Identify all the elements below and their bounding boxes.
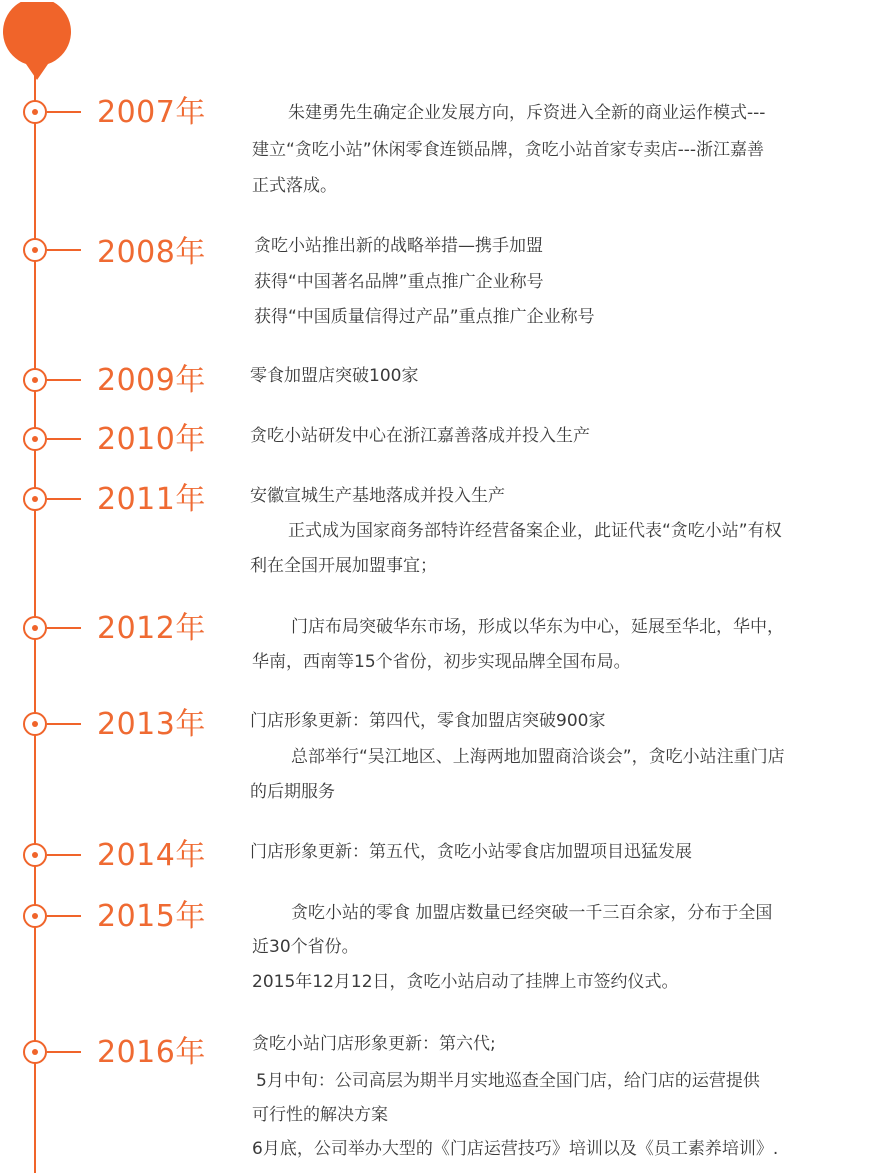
timeline-description-line: 华南，西南等15个省份，初步实现品牌全国布局。 xyxy=(252,652,631,672)
timeline-year: 2008年 xyxy=(97,235,206,270)
timeline-node-icon xyxy=(23,712,47,736)
timeline-description-line: 贪吃小站的零食 加盟店数量已经突破一千三百余家，分布于全国 xyxy=(291,903,773,923)
timeline-description-line: 建立“贪吃小站”休闲零食连锁品牌，贪吃小站首家专卖店---浙江嘉善 xyxy=(252,140,765,160)
timeline-connector xyxy=(47,438,81,440)
timeline-description-line: 门店布局突破华东市场，形成以华东为中心，延展至华北，华中， xyxy=(291,617,784,637)
timeline-node-icon xyxy=(23,427,47,451)
timeline-connector xyxy=(47,111,81,113)
timeline-node-icon xyxy=(23,368,47,392)
timeline-connector xyxy=(47,1051,81,1053)
timeline-description-line: 可行性的解决方案 xyxy=(252,1105,388,1125)
timeline-description-line: 贪吃小站门店形象更新：第六代; xyxy=(252,1034,496,1054)
timeline-description-line: 总部举行“吴江地区、上海两地加盟商洽谈会”，贪吃小站注重门店 xyxy=(291,747,785,767)
timeline-node-icon xyxy=(23,487,47,511)
timeline-description-line: 贪吃小站推出新的战略举措—携手加盟 xyxy=(254,236,543,256)
timeline-connector xyxy=(47,915,81,917)
timeline-description-line: 近30个省份。 xyxy=(252,937,359,957)
timeline-year: 2012年 xyxy=(97,611,206,646)
timeline-description-line: 6月底，公司举办大型的《门店运营技巧》培训以及《员工素养培训》. xyxy=(252,1139,779,1159)
timeline-node-icon xyxy=(23,904,47,928)
timeline-description-line: 正式成为国家商务部特许经营备案企业，此证代表“贪吃小站”有权 xyxy=(288,521,782,541)
timeline-connector xyxy=(47,498,81,500)
timeline-description-line: 获得“中国著名品牌”重点推广企业称号 xyxy=(254,272,544,292)
timeline-node-icon xyxy=(23,100,47,124)
timeline-year: 2014年 xyxy=(97,838,206,873)
timeline-connector xyxy=(47,249,81,251)
timeline-connector xyxy=(47,723,81,725)
timeline-connector xyxy=(47,854,81,856)
timeline-node-icon xyxy=(23,843,47,867)
timeline-description-line: 获得“中国质量信得过产品”重点推广企业称号 xyxy=(254,307,595,327)
timeline-year: 2016年 xyxy=(97,1035,206,1070)
timeline-description-line: 利在全国开展加盟事宜； xyxy=(250,556,437,576)
timeline-description-line: 正式落成。 xyxy=(252,176,337,196)
location-pin-icon xyxy=(2,2,72,82)
timeline-year: 2007年 xyxy=(97,95,206,130)
timeline-description-line: 安徽宣城生产基地落成并投入生产 xyxy=(250,486,505,506)
timeline-description-line: 5月中旬：公司高层为期半月实地巡查全国门店，给门店的运营提供 xyxy=(256,1071,760,1091)
timeline-year: 2011年 xyxy=(97,482,206,517)
timeline-node-icon xyxy=(23,238,47,262)
timeline-description-line: 门店形象更新：第四代，零食加盟店突破900家 xyxy=(250,711,606,731)
timeline-connector xyxy=(47,627,81,629)
timeline-year: 2013年 xyxy=(97,707,206,742)
timeline-description-line: 门店形象更新：第五代，贪吃小站零食店加盟项目迅猛发展 xyxy=(250,842,692,862)
timeline-connector xyxy=(47,379,81,381)
timeline-year: 2010年 xyxy=(97,422,206,457)
timeline-year: 2015年 xyxy=(97,899,206,934)
timeline-description-line: 2015年12月12日，贪吃小站启动了挂牌上市签约仪式。 xyxy=(252,972,679,992)
timeline-node-icon xyxy=(23,616,47,640)
timeline-description-line: 的后期服务 xyxy=(250,782,335,802)
timeline-node-icon xyxy=(23,1040,47,1064)
timeline-description-line: 朱建勇先生确定企业发展方向，斥资进入全新的商业运作模式--- xyxy=(288,103,766,123)
timeline-description-line: 贪吃小站研发中心在浙江嘉善落成并投入生产 xyxy=(250,426,590,446)
timeline-year: 2009年 xyxy=(97,363,206,398)
timeline-description-line: 零食加盟店突破100家 xyxy=(250,366,419,386)
